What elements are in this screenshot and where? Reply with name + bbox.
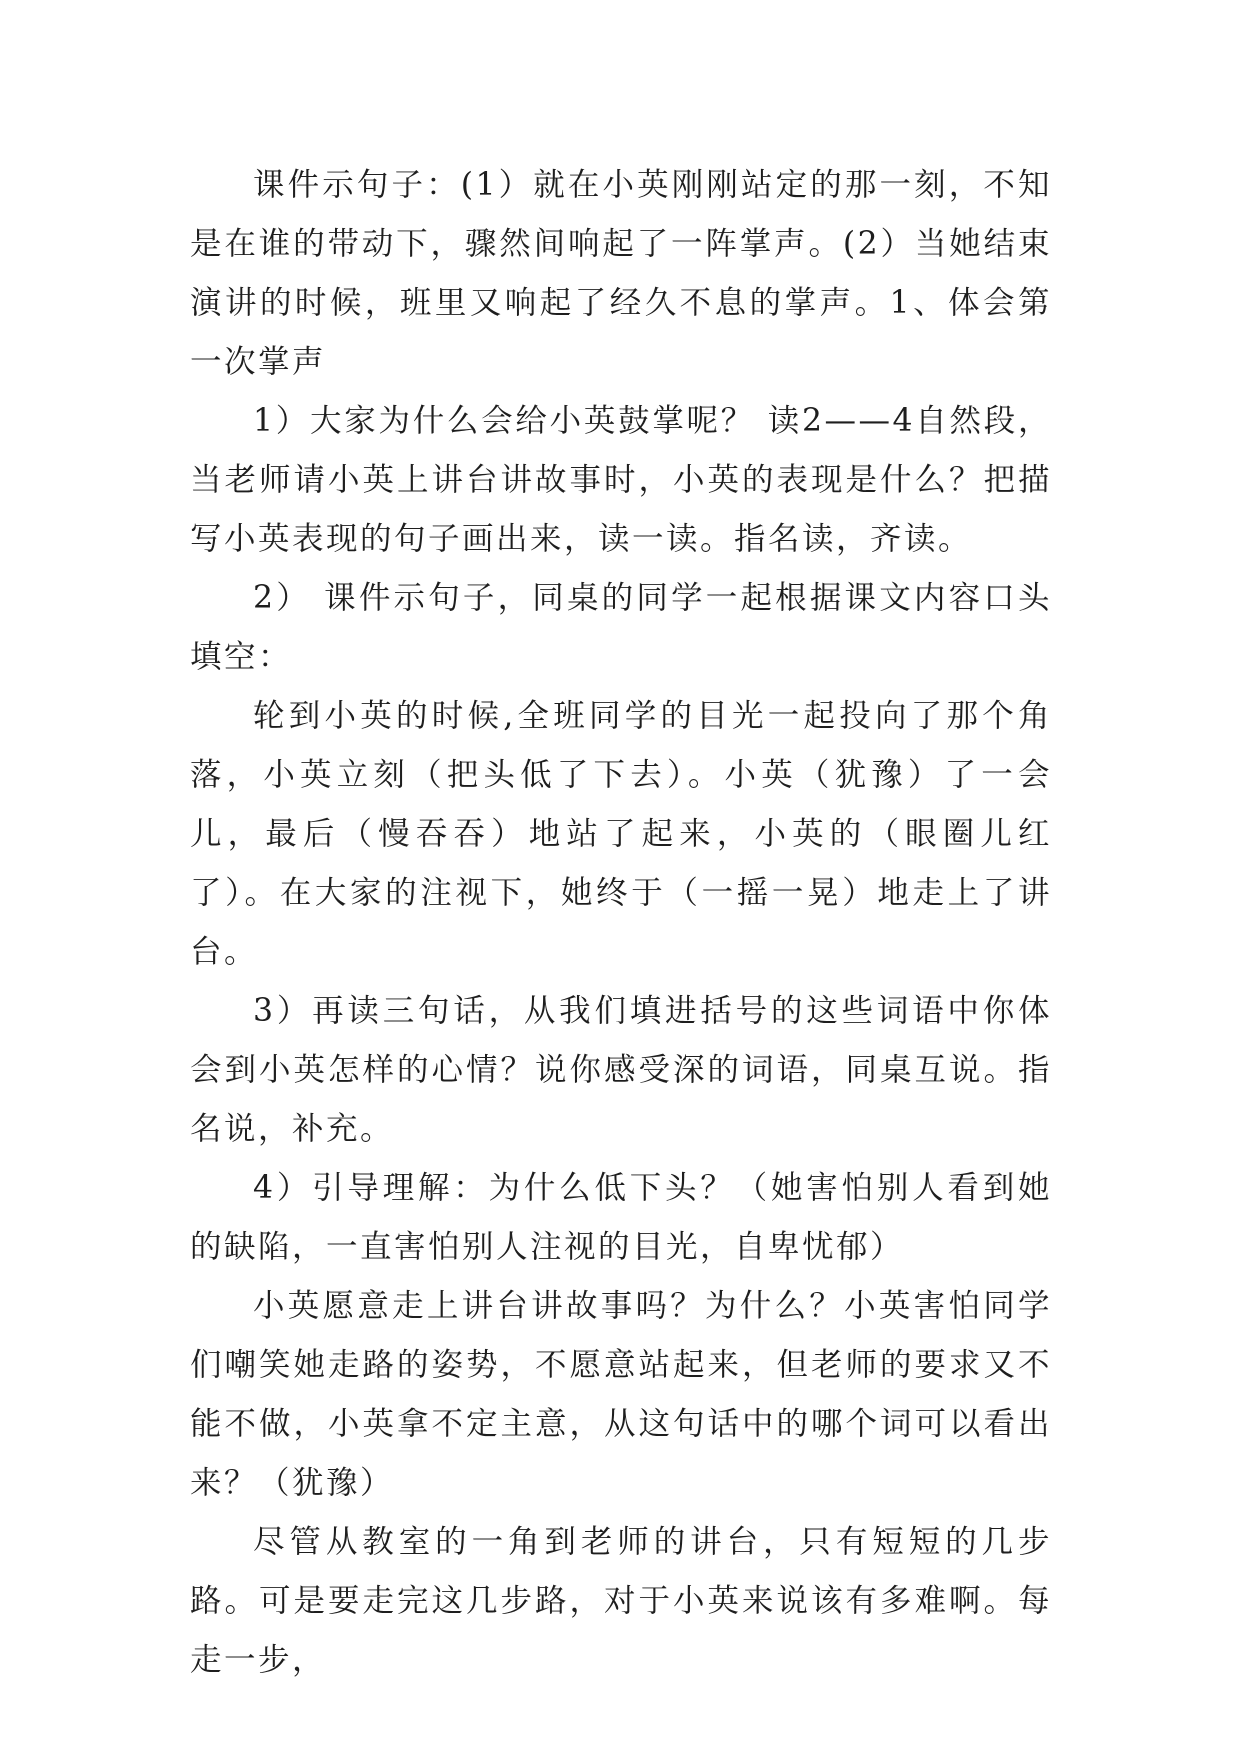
paragraph-3: 2） 课件示句子，同桌的同学一起根据课文内容口头填空： [190, 580, 1052, 675]
paragraph-4: 轮到小英的时候,全班同学的目光一起投向了那个角落，小英立刻（把头低了下去）。小英（犹豫）了一会儿，最后（慢吞吞）地站了起来，小英的（眼圈儿红了）。在大家的注视下，她终于（一摇一晃）地走上了讲台。 [190, 698, 1052, 970]
paragraph-6: 4）引导理解：为什么低下头？（她害怕别人看到她的缺陷，一直害怕别人注视的目光，自卑忧郁） [190, 1170, 1052, 1265]
paragraph-2: 1）大家为什么会给小英鼓掌呢？ 读2——4自然段，当老师请小英上讲台讲故事时，小英的表现是什么？把描写小英表现的句子画出来，读一读。指名读，齐读。 [190, 403, 1052, 557]
body-text [190, 156, 1052, 1690]
paragraph-8: 尽管从教室的一角到老师的讲台，只有短短的几步路。可是要走完这几步路，对于小英来说该有多难啊。每走一步， [190, 1524, 1052, 1678]
paragraph-5: 3）再读三句话，从我们填进括号的这些词语中你体会到小英怎样的心情？说你感受深的词语，同桌互说。指名说，补充。 [190, 993, 1052, 1147]
paragraph-1: 课件示句子：(1）就在小英刚刚站定的那一刻，不知是在谁的带动下，骤然间响起了一阵掌声。(2）当她结束演讲的时候，班里又响起了经久不息的掌声。1、体会第一次掌声 [190, 167, 1052, 380]
paragraph-7: 小英愿意走上讲台讲故事吗？为什么？小英害怕同学们嘲笑她走路的姿势，不愿意站起来，但老师的要求又不能不做，小英拿不定主意，从这句话中的哪个词可以看出来？（犹豫） [190, 1288, 1052, 1501]
